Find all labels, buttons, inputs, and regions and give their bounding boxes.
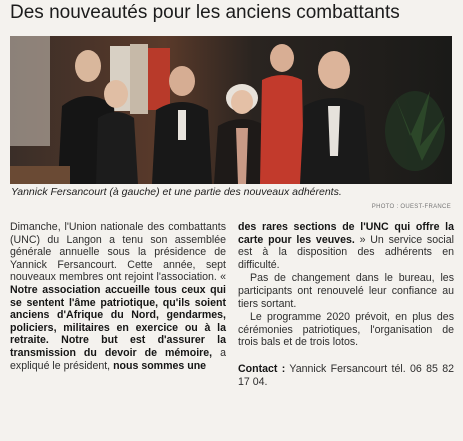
- article-column-right: [238, 221, 454, 388]
- paragraph: [238, 221, 454, 271]
- quote-bold-text: nous sommes une: [110, 359, 207, 372]
- article-column-left: [10, 221, 226, 372]
- paragraph: Le programme 2020 prévoit, en plus des cérémonies patriotiques, l'organisation de trois bals et de trois lotos.: [238, 311, 454, 349]
- photo-caption: Yannick Fersancourt (à gauche) et une partie des nouveaux adhérents.: [11, 186, 342, 198]
- photo-credit: PHOTO : OUEST-FRANCE: [371, 204, 451, 210]
- paragraph: Pas de changement dans le bureau, les participants ont renouvelé leur confiance au tiers sortant.: [238, 272, 454, 310]
- paragraph-text: » Un service social est à la disposition des adhérents en difficulté.: [238, 233, 454, 271]
- contact-line: [238, 363, 454, 388]
- article-photo: [10, 36, 452, 184]
- quote-bold-text: Notre association accueille tous ceux qui se sentent l'âme patriotique, qu'ils soient anciens d'Afrique du Nord, gendarmes, policiers, militaires en exercice ou à la retraite. Notre but est d'assurer la transmission du devoir de mémoire,: [10, 283, 226, 359]
- article-headline: Des nouveautés pour les anciens combattants: [10, 2, 400, 23]
- paragraph-text: Dimanche, l'Union nationale des combattants (UNC) du Langon a tenu son assemblée générale annuelle sous la présidence de Yannick Fersancourt. Cette année, sept nouveaux membres ont rejoint l'association. «: [10, 221, 226, 284]
- quote-bold-text: des rares sections de l'UNC qui offre la carte pour les veuves.: [238, 221, 454, 246]
- contact-value: Yannick Fersancourt tél. 06 85 82 17 04.: [238, 362, 455, 388]
- paragraph-text: a expliqué le président,: [10, 346, 226, 372]
- paragraph: [10, 221, 226, 372]
- group-photo-image: [10, 36, 452, 184]
- contact-label: Contact :: [238, 362, 286, 375]
